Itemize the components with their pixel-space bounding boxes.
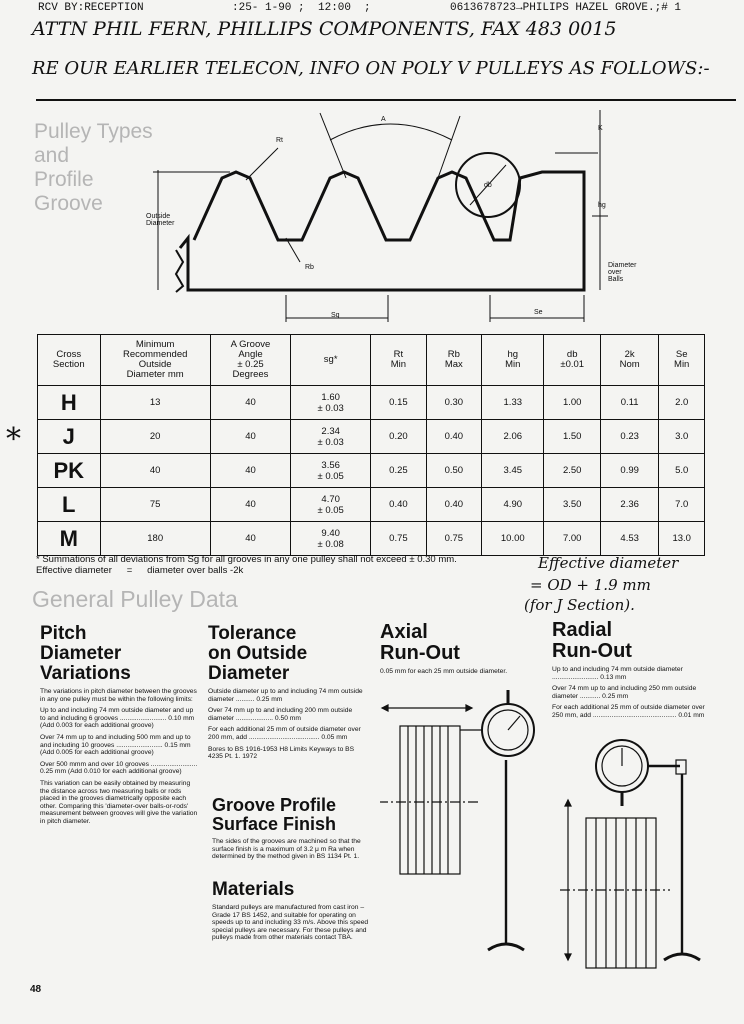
cell-rb: 0.40: [426, 420, 481, 454]
cell-se: 5.0: [659, 454, 705, 488]
cell-rt: 0.75: [371, 522, 426, 556]
label-rt: Rt: [276, 137, 283, 144]
cell-min-od: 13: [100, 386, 210, 420]
label-line: over: [608, 269, 622, 276]
axial-runout-illustration: [380, 690, 550, 980]
cell-rt: 0.25: [371, 454, 426, 488]
pitch-diameter-section: [40, 624, 198, 830]
groove-finish-heading: Groove Profile Surface Finish: [212, 795, 337, 834]
header-sg: sg*: [291, 335, 371, 386]
materials-section: [212, 880, 372, 946]
handwritten-star: *: [6, 422, 21, 457]
table-row: [38, 522, 705, 556]
header-hg: hg Min: [482, 335, 544, 386]
rb-leader: [286, 238, 300, 262]
cell-sg: 1.60 ± 0.03: [291, 386, 371, 420]
header-rb: Rb Max: [426, 335, 481, 386]
cell-db: 1.50: [544, 420, 601, 454]
cell-section: L: [38, 488, 101, 522]
pitch-diameter-body: The variations in pitch diameter between the grooves in any one pulley must be within the following limits: Up to and including 74 mm outside diameter and up to and including 6 grooves ......................... 0.10 mm (Add 0.003 for each additional groove) Over 74 mm up to and including 500 mm and up to and including 10 grooves ......................... 0.15 mm (Add 0.005 for each additional groove) Over 500 mmm and over 10 grooves ......................... 0.25 mm (Add 0.010 for each additional groove) This variation can be easily obtained by measuring the distance across two measuring balls or rods placed in the grooves diametrically opposite each other. Comparing this 'diameter-over balls-or-rods' measurement between grooves will give the variation in pitch diameter.: [40, 688, 198, 825]
cell-sg: 3.56 ± 0.05: [291, 454, 371, 488]
cell-min-od: 40: [100, 454, 210, 488]
header-se: Se Min: [659, 335, 705, 386]
cell-2k: 0.23: [600, 420, 658, 454]
cell-min-od: 180: [100, 522, 210, 556]
fax-separator: ;: [364, 2, 371, 14]
label-k: K: [598, 125, 603, 132]
footnote-effective-diameter: Effective diameter = diameter over balls -2k: [36, 565, 244, 576]
table-row: [38, 488, 705, 522]
cell-se: 3.0: [659, 420, 705, 454]
cell-rb: 0.75: [426, 522, 481, 556]
pulley-body: [400, 726, 460, 874]
general-pulley-data-title: General Pulley Data: [32, 586, 238, 612]
cell-angle: 40: [210, 488, 290, 522]
cell-angle: 40: [210, 386, 290, 420]
radial-runout-body: Up to and including 74 mm outside diameter ......................... 0.13 mm Over 74 mm up to and including 250 mm outside diameter ........... 0.25 mm For each additional 25 mm of outside diameter over 250 mm, add ............................................. 0.01 mm: [552, 666, 705, 719]
cell-section: PK: [38, 454, 101, 488]
cell-hg: 2.06: [482, 420, 544, 454]
cell-2k: 0.11: [600, 386, 658, 420]
pulley-spec-table: [37, 334, 705, 556]
axial-runout-heading: Axial Run-Out: [380, 621, 460, 664]
cell-section: J: [38, 420, 101, 454]
label-line: Outside: [146, 213, 171, 220]
cell-se: 2.0: [659, 386, 705, 420]
radial-runout-heading: Radial Run-Out: [552, 619, 632, 662]
label-rb: Rb: [305, 264, 314, 271]
header-groove-angle: A Groove Angle ± 0.25 Degrees: [210, 335, 290, 386]
cell-angle: 40: [210, 420, 290, 454]
title-line: Pulley Types: [34, 120, 153, 143]
rt-leader: [246, 148, 278, 180]
table-header-row: [38, 335, 705, 386]
header-rt: Rt Min: [371, 335, 426, 386]
break-line: [176, 250, 183, 292]
groove-finish-section: [212, 796, 372, 865]
header-cross-section: Cross Section: [38, 335, 101, 386]
label-a: A: [381, 116, 386, 123]
cell-min-od: 20: [100, 420, 210, 454]
label-line: Balls: [608, 276, 624, 283]
handwritten-attention-line: ATTN PHIL FERN, PHILLIPS COMPONENTS, FAX 483 0015: [32, 18, 617, 40]
table-row: [38, 420, 705, 454]
label-diameter-over-balls: [608, 262, 636, 283]
cell-sg: 4.70 ± 0.05: [291, 488, 371, 522]
page-number: 48: [30, 984, 42, 995]
cell-rt: 0.40: [371, 488, 426, 522]
fax-destination: 0613678723→PHILIPS HAZEL GROVE.;# 1: [450, 2, 682, 14]
cell-2k: 0.99: [600, 454, 658, 488]
footnote: [36, 554, 457, 576]
cell-rt: 0.15: [371, 386, 426, 420]
cell-hg: 3.45: [482, 454, 544, 488]
cell-db: 7.00: [544, 522, 601, 556]
label-outside-diameter: [146, 213, 174, 227]
pitch-diameter-heading: Pitch Diameter Variations: [40, 623, 131, 684]
groove-angle-arc: [330, 124, 452, 140]
cell-db: 3.50: [544, 488, 601, 522]
cell-2k: 4.53: [600, 522, 658, 556]
label-line: Diameter: [146, 220, 175, 227]
title-line: Groove: [34, 192, 103, 215]
tolerance-heading: Tolerance on Outside Diameter: [208, 623, 308, 684]
pulley-profile-outline: [180, 172, 584, 290]
cell-section: M: [38, 522, 101, 556]
groove-finish-body: The sides of the grooves are machined so that the surface finish is a maximum of 3.2 μ m Ra when determined by the method given in BS 1134 Pt. 1.: [212, 838, 361, 861]
handwritten-j-section: (for J Section).: [524, 596, 635, 614]
cell-angle: 40: [210, 454, 290, 488]
handwritten-subject-line: RE OUR EARLIER TELECON, INFO ON POLY V PULLEYS AS FOLLOWS:-: [32, 58, 710, 79]
radial-runout-section: [552, 620, 714, 724]
cell-rb: 0.40: [426, 488, 481, 522]
fax-sender: RCV BY:RECEPTION: [38, 2, 144, 14]
cell-min-od: 75: [100, 488, 210, 522]
label-line: Diameter: [608, 262, 637, 269]
header-db: db ±0.01: [544, 335, 601, 386]
table-row: [38, 454, 705, 488]
axial-runout-section: [380, 622, 530, 680]
groove-profile-diagram: [0, 100, 744, 335]
materials-body: Standard pulleys are manufactured from cast iron – Grade 17 BS 1452, and suitable for operating on speeds up to and including 33 m/s. Above this speed special pulleys are necessary. For these pulleys and pulleys made from other materials contact TBA.: [212, 904, 369, 942]
cell-hg: 1.33: [482, 386, 544, 420]
footnote-summation: * Summations of all deviations from Sg for all grooves in any one pulley shall not exceed ± 0.30 mm.: [36, 554, 457, 565]
header-min-od: Minimum Recommended Outside Diameter mm: [100, 335, 210, 386]
cell-se: 7.0: [659, 488, 705, 522]
cell-rb: 0.50: [426, 454, 481, 488]
title-line: Profile: [34, 168, 94, 191]
title-line: and: [34, 144, 70, 167]
cell-rb: 0.30: [426, 386, 481, 420]
cell-sg: 9.40 ± 0.08: [291, 522, 371, 556]
groove-angle-line: [320, 113, 346, 178]
radial-runout-illustration: [560, 730, 710, 980]
cell-angle: 40: [210, 522, 290, 556]
label-sg: Sg: [331, 312, 340, 319]
label-db: db: [484, 182, 492, 189]
cell-db: 2.50: [544, 454, 601, 488]
fax-date: :25- 1-90 ;: [232, 2, 305, 14]
cell-sg: 2.34 ± 0.03: [291, 420, 371, 454]
header-2k: 2k Nom: [600, 335, 658, 386]
label-se: Se: [534, 309, 543, 316]
handwritten-od-formula: = OD + 1.9 mm: [530, 576, 651, 594]
fax-time: 12:00: [318, 2, 352, 14]
handwritten-effective-diameter: Effective diameter: [538, 554, 679, 572]
cell-rt: 0.20: [371, 420, 426, 454]
cell-2k: 2.36: [600, 488, 658, 522]
cell-section: H: [38, 386, 101, 420]
tolerance-section: [208, 624, 368, 765]
cell-db: 1.00: [544, 386, 601, 420]
axial-runout-body: 0.05 mm for each 25 mm outside diameter.: [380, 668, 508, 675]
cell-hg: 10.00: [482, 522, 544, 556]
fax-header: [0, 2, 744, 16]
table-row: [38, 386, 705, 420]
materials-heading: Materials: [212, 879, 295, 900]
tolerance-body: Outside diameter up to and including 74 mm outside diameter .......... 0.25 mm Over 74 mm up to and including 200 mm outside diameter .................... 0.50 mm For each additional 25 mm of outside diameter over 200 mm, add ...................................... 0.05 mm Bores to BS 1916-1953 H8 Limits Keyways to BS 4235 Pt. 1. 1972: [208, 688, 363, 761]
cell-hg: 4.90: [482, 488, 544, 522]
label-hg: hg: [598, 202, 606, 209]
cell-se: 13.0: [659, 522, 705, 556]
